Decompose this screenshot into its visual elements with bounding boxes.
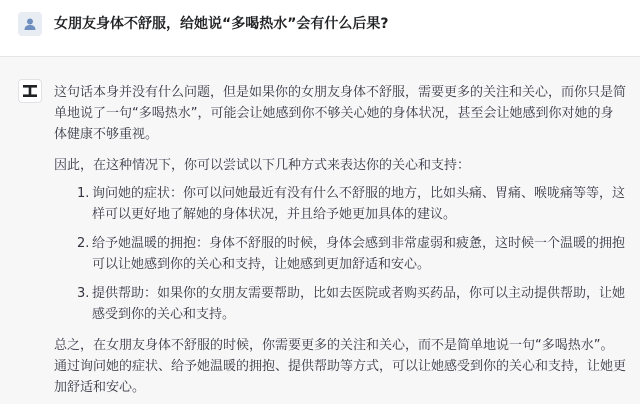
answer-intro: 这句话本身并没有什么问题，但是如果你的女朋友身体不舒服，需要更多的关注和关心，而你只是简单地说了一句“多喝热水”，可能会让她感到你不够关心她的身体状况，甚至会让她感到你对她的身体健康不够重视。 [54, 85, 627, 142]
question-text: 女朋友身体不舒服，给她说“多喝热水”会有什么后果? [54, 16, 389, 32]
list-item-text: 询问她的症状：你可以问她最近有没有什么不舒服的地方，比如头痛、胃痛、喉咙痛等等，这样可以更好地了解她的身体状况，并且给予她更加具体的建议。 [92, 186, 626, 222]
list-item-number: 2. [77, 236, 90, 251]
list-item-text: 提供帮助：如果你的女朋友需要帮助，比如去医院或者购买药品，你可以主动提供帮助，让她感受到你的关心和支持。 [92, 286, 626, 322]
list-item-text: 给予她温暖的拥抱：身体不舒服的时候，身体会感到非常虚弱和疲惫，这时候一个温暖的拥抱可以让她感到你的关心和支持，让她感到更加舒适和安心。 [92, 236, 626, 272]
answer-list [54, 183, 626, 325]
list-item [54, 183, 626, 225]
list-item-number: 3. [77, 286, 90, 301]
answer-lead: 因此，在这种情况下，你可以尝试以下几种方式来表达你的关心和支持： [54, 158, 471, 173]
answer-row [0, 57, 640, 404]
user-icon [22, 16, 38, 32]
assistant-avatar [18, 79, 42, 103]
list-item-number: 1. [77, 186, 90, 201]
question-row [0, 0, 640, 57]
assistant-logo-icon [22, 83, 38, 99]
list-item [54, 283, 626, 325]
user-avatar [18, 12, 42, 36]
answer-summary: 总之，在女朋友身体不舒服的时候，你需要更多的关注和关心，而不是简单地说一句“多喝热水”。通过询问她的症状、给予她温暖的拥抱、提供帮助等方式，可以让她感受到你的关心和支持，让她更加舒适和安心。 [54, 338, 627, 395]
list-item [54, 233, 626, 275]
answer-body [54, 82, 626, 398]
